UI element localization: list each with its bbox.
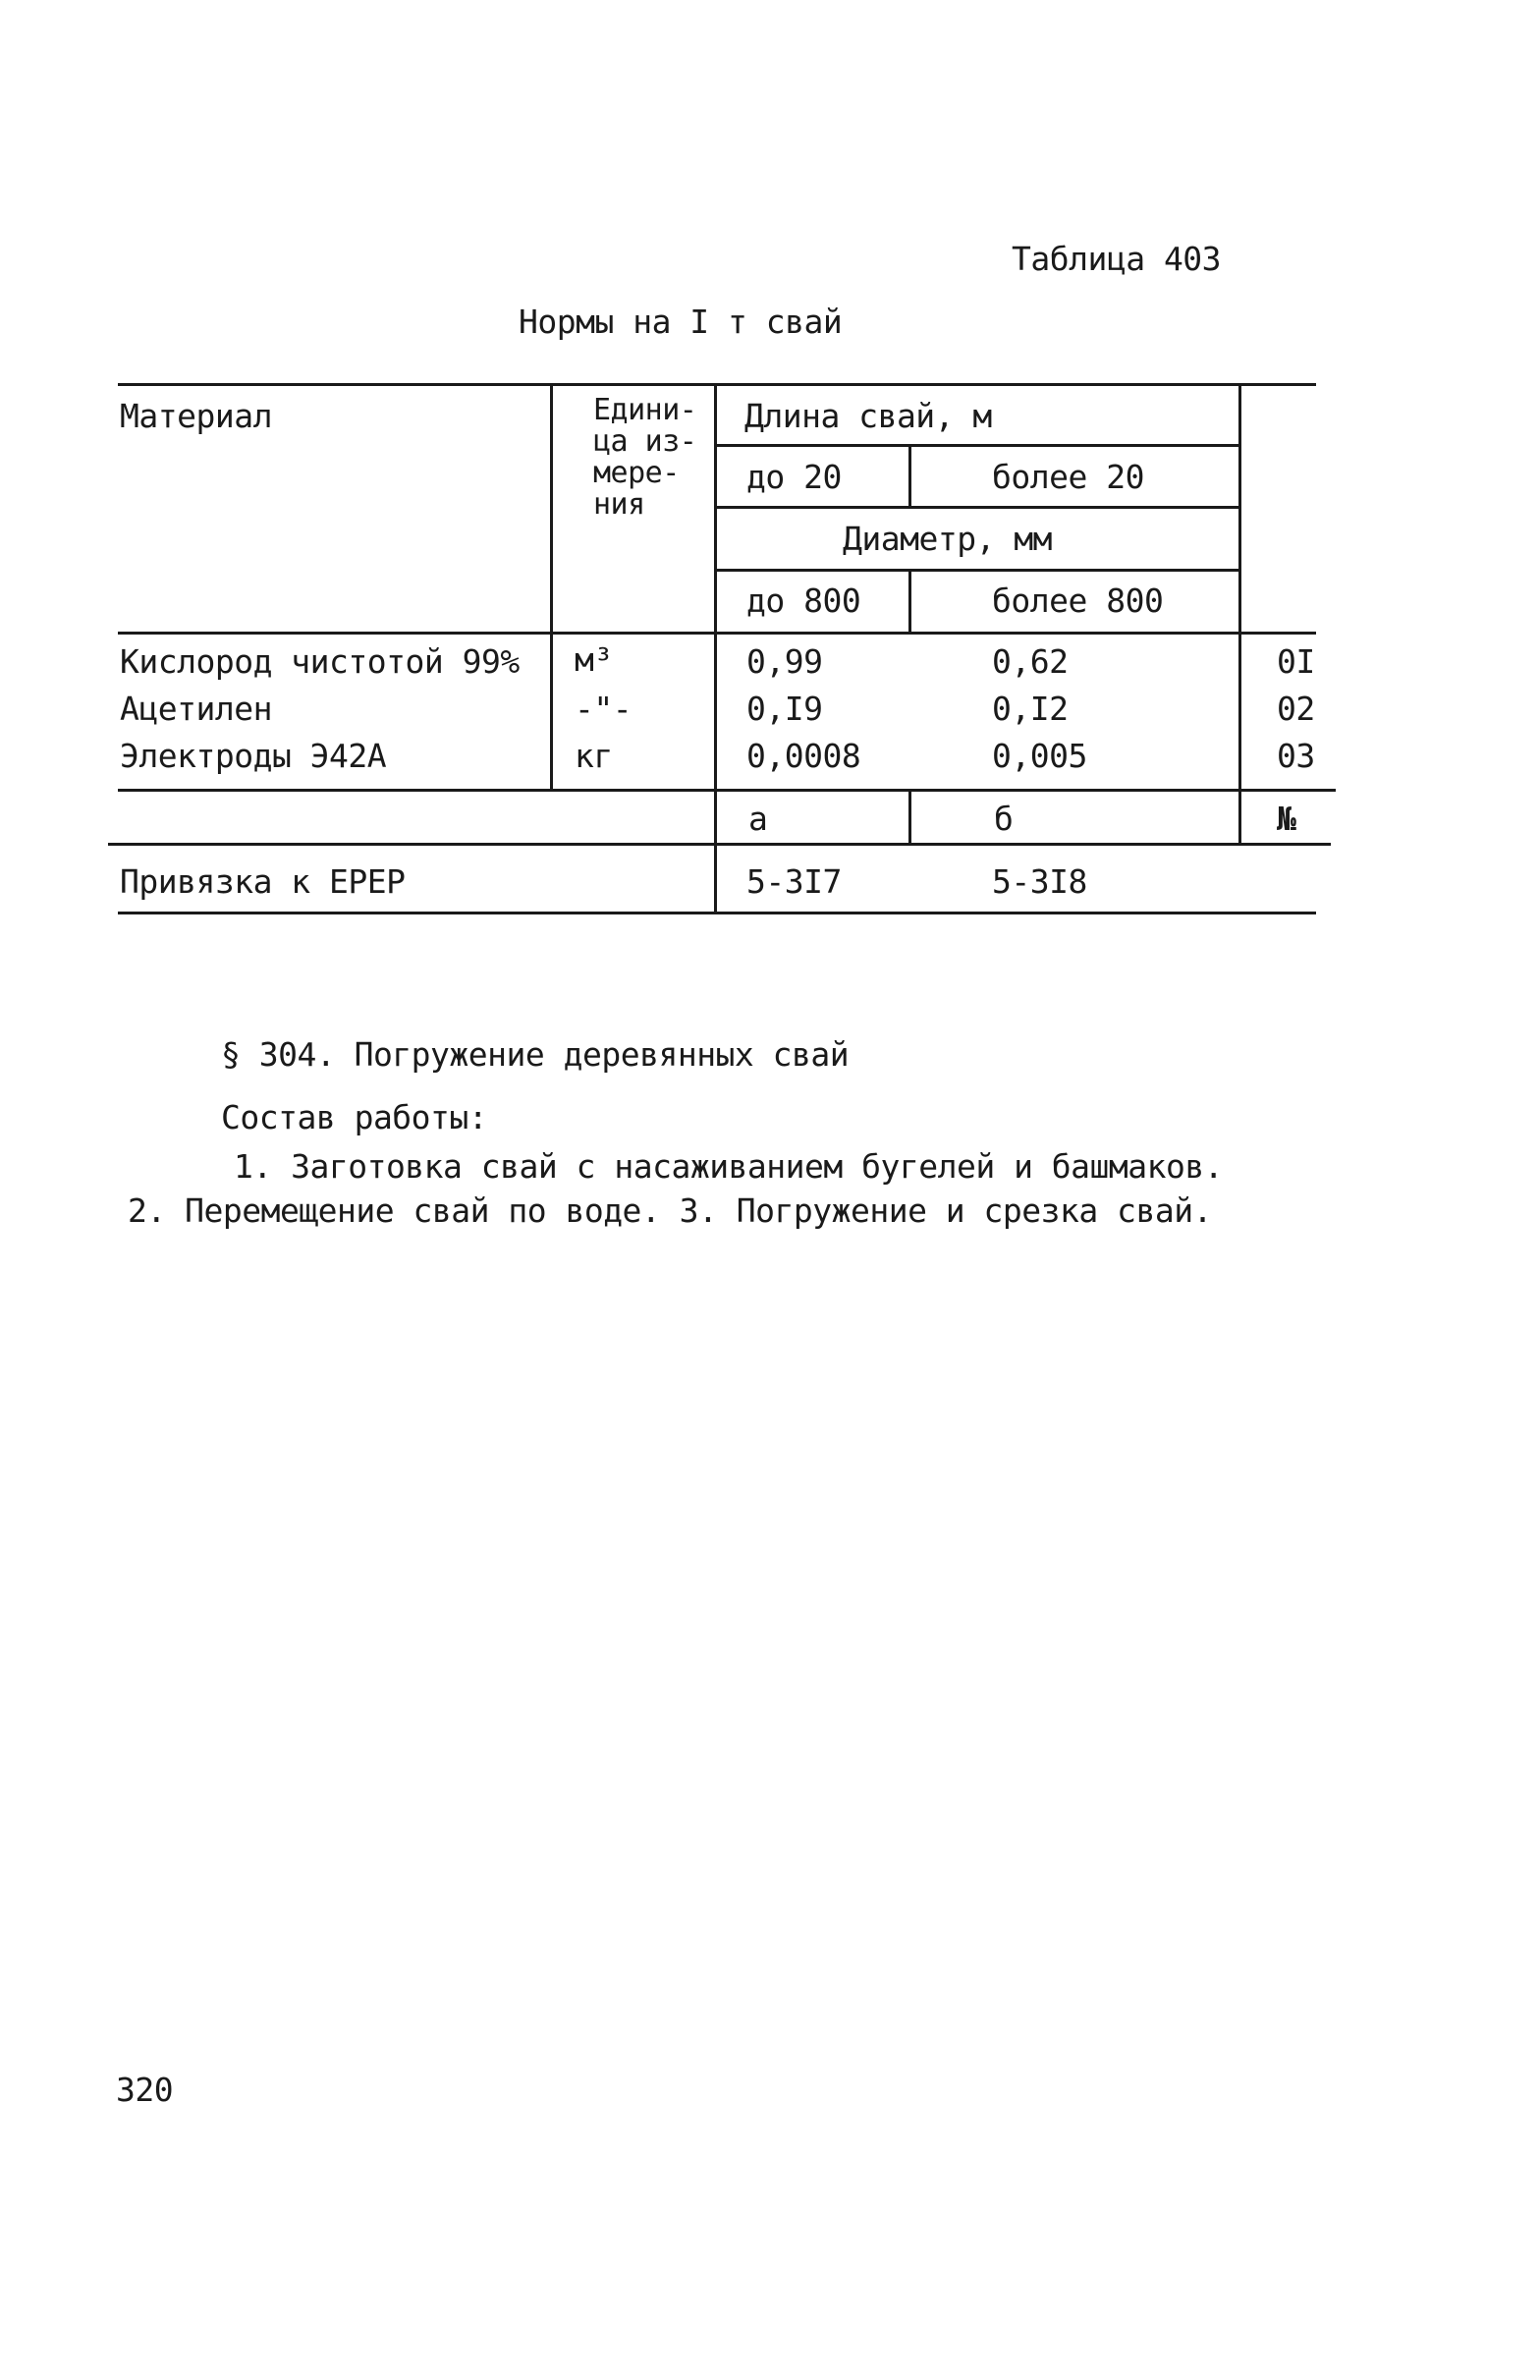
work-line-2: 2. Перемещение свай по воде. 3. Погружение и срезка свай. [128,1191,1212,1230]
row-value-a: 0,0008 [746,737,861,775]
header-diameter: Диаметр, мм [843,520,1053,558]
row-value-a: 0,I9 [746,690,823,728]
col-label-b: б [994,800,1014,838]
table-top-rule [118,383,1316,386]
row-number: 0I [1277,642,1315,681]
header-diam-le800: до 800 [746,581,861,620]
row-number: 02 [1277,690,1315,728]
body-bottom-rule [118,789,1336,792]
table-label: Таблица 403 [1012,240,1222,278]
row-value-b: 0,62 [992,642,1069,681]
binding-value-a: 5-3I7 [746,862,842,901]
row-unit: м³ [575,640,613,679]
row-value-b: 0,I2 [992,690,1069,728]
binding-label: Привязка к ЕРЕР [120,862,406,901]
header-unit [593,395,696,521]
divider-no-col-label [1238,789,1241,845]
divider-material-unit [550,383,553,791]
divider-values-no [1238,383,1241,634]
divider-a-b-ranges [908,444,911,509]
header-length-le20: до 20 [746,458,842,496]
col-label-bottom-rule [108,843,1331,846]
header-diam-gt800: более 800 [992,581,1164,620]
header-unit-line-3: мере- [593,456,680,490]
rule-under-diameter [714,569,1240,572]
row-value-a: 0,99 [746,642,823,681]
work-line-1: 1. Заготовка свай с насаживанием бугелей и башмаков. [234,1147,1224,1186]
divider-values-no-body [1238,632,1241,791]
row-material: Кислород чистотой 99% [120,642,520,681]
row-unit: -"- [575,690,632,728]
divider-a-b-diam [908,569,911,634]
divider-unit-values [714,383,717,913]
row-material: Ацетилен [120,690,272,728]
row-unit: кг [575,737,613,775]
header-unit-line-4: ния [593,487,645,522]
header-bottom-rule [118,632,1316,635]
header-length: Длина свай, м [744,397,992,435]
binding-value-b: 5-3I8 [992,862,1087,901]
header-material: Материал [120,397,272,435]
row-material: Электроды Э42А [120,737,387,775]
row-value-b: 0,005 [992,737,1087,775]
header-unit-line-1: Едини- [593,393,697,427]
divider-a-b-col-label [908,789,911,845]
section-title: § 304. Погружение деревянных свай [221,1035,850,1074]
header-unit-line-2: ца из- [593,424,697,459]
rule-under-length-ranges [714,506,1240,509]
rule-under-length [714,444,1240,447]
header-length-gt20: более 20 [992,458,1144,496]
table-title: Нормы на I т свай [519,303,843,341]
col-label-no: № [1277,800,1296,838]
work-heading: Состав работы: [221,1098,488,1136]
col-label-a: а [748,800,768,838]
page-number: 320 [116,2071,174,2109]
table-bottom-rule [118,912,1316,914]
row-number: 03 [1277,737,1315,775]
